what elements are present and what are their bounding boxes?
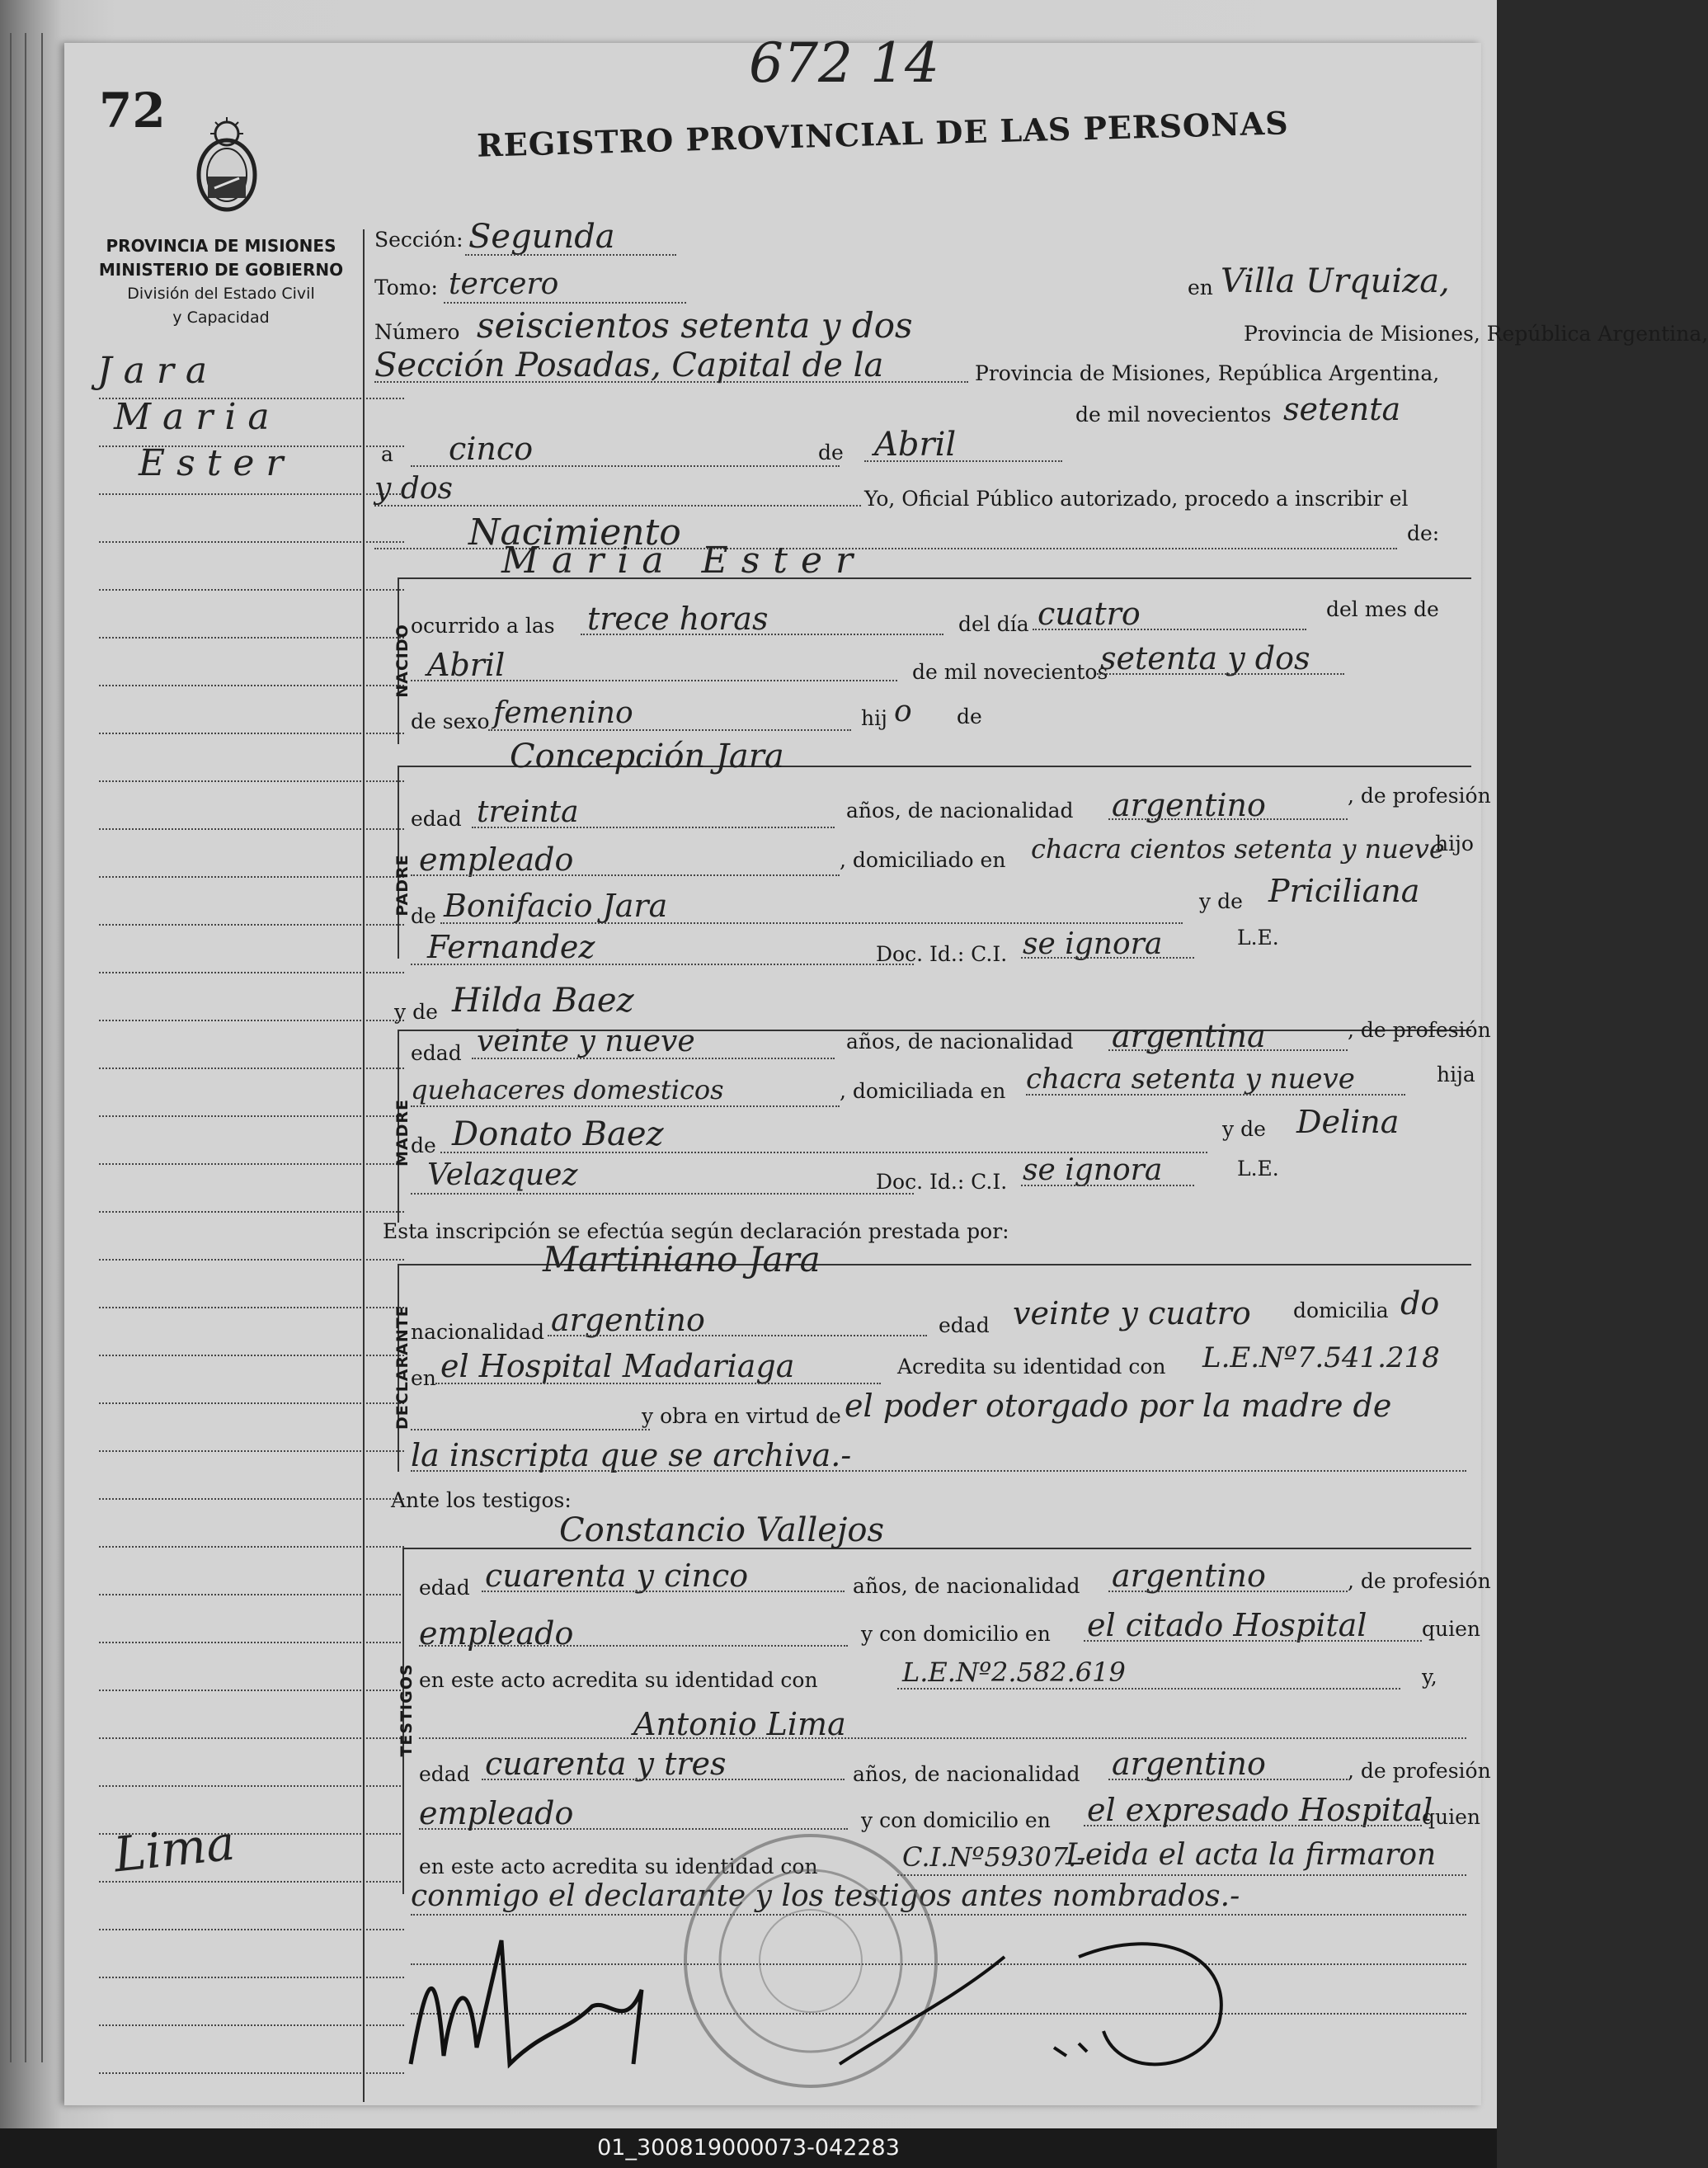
- margin-given-name: Ester: [139, 442, 295, 484]
- label-edad: edad: [419, 1762, 470, 1786]
- margin-rule: [99, 398, 404, 399]
- office-line: y Capacidad: [172, 309, 270, 327]
- margin-rule: [99, 1929, 404, 1930]
- margin-rule: [99, 1020, 404, 1021]
- label-sexo: de sexo: [411, 709, 490, 733]
- label-anios-nac: años, de nacionalidad: [853, 1574, 1080, 1598]
- label-edad-decl: edad: [939, 1313, 990, 1337]
- label-provincia: Provincia de Misiones, República Argentina,: [1244, 322, 1708, 346]
- margin-rule: [99, 1068, 404, 1069]
- value-decl-nombre: Martiniano Jara: [543, 1239, 821, 1280]
- margin-rule: [99, 924, 404, 926]
- label-domiciliada: , domiciliada en: [840, 1079, 1006, 1103]
- margin-signature: Lima: [111, 1814, 238, 1883]
- label-tomo: Tomo:: [374, 276, 438, 299]
- margin-rule: [99, 876, 404, 878]
- value-lugar: Villa Urquiza,: [1221, 262, 1450, 300]
- value-t2-dom: el expresado Hospital: [1087, 1792, 1433, 1828]
- value-seccion: Segunda: [468, 218, 615, 256]
- label-de-colon: de:: [1407, 521, 1440, 545]
- value-padre-padre: Bonifacio Jara: [444, 888, 668, 924]
- value-t1-dom: el citado Hospital: [1087, 1607, 1367, 1643]
- label-profesion: , de profesión: [1348, 1569, 1491, 1593]
- document-id-footer: 01_300819000073-042283: [0, 2128, 1497, 2168]
- label-y-de: y de: [1199, 889, 1243, 913]
- office-line: PROVINCIA DE MISIONES: [106, 236, 336, 256]
- margin-rule: [99, 1498, 404, 1500]
- value-t1-edad: cuarenta y cinco: [485, 1558, 749, 1594]
- label-de: de: [411, 1133, 436, 1157]
- value-nombre-nacido: Maria Ester: [501, 540, 867, 582]
- value-madre-nac: argentina: [1112, 1018, 1266, 1054]
- page-edge: [25, 33, 26, 2062]
- label-anios-nac: años, de nacionalidad: [853, 1762, 1080, 1786]
- margin-rule: [99, 1259, 404, 1261]
- value-mes: Abril: [874, 426, 957, 464]
- signatures-icon: [378, 1907, 1367, 2089]
- label-provincia: Provincia de Misiones, República Argentina,: [975, 361, 1440, 385]
- margin-rule: [99, 1163, 404, 1165]
- value-madre-madre: Delina: [1296, 1104, 1400, 1140]
- value-numero: seiscientos setenta y dos: [477, 305, 913, 346]
- margin-rule: [99, 1977, 404, 1978]
- margin-rule: [99, 780, 404, 782]
- value-madre-edad: veinte y nueve: [477, 1025, 695, 1058]
- value-decl-edad: veinte y cuatro: [1013, 1295, 1251, 1331]
- label-de-mil-2: de mil novecientos: [912, 660, 1108, 684]
- label-domiciliado: , domiciliado en: [840, 848, 1006, 872]
- value-padre-nac: argentino: [1112, 787, 1266, 823]
- label-acredita-acto: en este acto acredita su identidad con: [419, 1668, 818, 1692]
- margin-rule: [99, 1881, 404, 1883]
- value-padre-dom: chacra cientos setenta y nueve: [1031, 833, 1445, 865]
- value-madre-doc: se ignora: [1023, 1153, 1163, 1187]
- value-dia: cinco: [449, 431, 534, 467]
- margin-rule: [99, 1546, 404, 1548]
- label-ocurrido: ocurrido a las: [411, 614, 555, 638]
- label-quien: quien: [1422, 1617, 1480, 1641]
- label-hija: hija: [1437, 1063, 1475, 1086]
- margin-rule: [99, 589, 404, 591]
- margin-rule: [99, 1785, 404, 1787]
- value-anio-nac: setenta y dos: [1100, 640, 1310, 676]
- value-hij-suffix: o: [894, 695, 912, 728]
- label-yo-oficial: Yo, Oficial Público autorizado, procedo a inscribir el: [864, 487, 1409, 511]
- margin-rule: [99, 1211, 404, 1213]
- office-line: MINISTERIO DE GOBIERNO: [98, 260, 344, 280]
- value-decl-dom: do: [1400, 1285, 1440, 1322]
- label-anios-nac: años, de nacionalidad: [846, 1030, 1074, 1053]
- margin-rule: [99, 685, 404, 686]
- label-quien: quien: [1422, 1805, 1480, 1829]
- margin-rule: [99, 1402, 404, 1404]
- label-en-decl: en: [411, 1366, 436, 1390]
- office-line: División del Estado Civil: [127, 285, 315, 303]
- label-de: de: [957, 705, 982, 728]
- value-t1-nombre: Constancio Vallejos: [559, 1511, 884, 1549]
- label-en: en: [1188, 276, 1213, 299]
- label-profesion: , de profesión: [1348, 784, 1491, 808]
- value-mes-nac: Abril: [427, 647, 506, 683]
- value-decl-en: el Hospital Madariaga: [440, 1348, 795, 1384]
- value-closing-2: conmigo el declarante y los testigos antes nombrados.-: [411, 1879, 1240, 1913]
- label-con-domicilio: y con domicilio en: [861, 1622, 1051, 1646]
- value-t2-nombre: Antonio Lima: [633, 1706, 846, 1742]
- section-padre-label: PADRE: [393, 854, 412, 917]
- margin-rule: [99, 445, 404, 447]
- register-page: [64, 31, 1708, 2105]
- label-a: a: [381, 442, 393, 466]
- page-edge: [10, 33, 12, 2062]
- margin-surname: Jara: [97, 350, 219, 392]
- value-closing-1: Leida el acta la firmaron: [1066, 1838, 1437, 1872]
- section-declarante-label: DECLARANTE: [393, 1305, 412, 1430]
- value-madre-madre-2: Velazquez: [427, 1158, 578, 1192]
- label-obra-virtud: y obra en virtud de: [642, 1404, 841, 1428]
- label-esta-inscripcion: Esta inscripción se efectúa según declaración prestada por:: [383, 1219, 1009, 1243]
- label-acredita: Acredita su identidad con: [897, 1355, 1166, 1379]
- page-edge: [41, 33, 43, 2062]
- value-madre-prof: quehaceres domesticos: [411, 1074, 724, 1105]
- label-profesion: , de profesión: [1348, 1018, 1491, 1042]
- margin-rule: [99, 1594, 404, 1595]
- value-t2-nac: argentino: [1112, 1746, 1266, 1782]
- value-decl-nac: argentino: [551, 1302, 705, 1338]
- label-edad: edad: [411, 807, 462, 831]
- label-con-domicilio: y con domicilio en: [861, 1808, 1051, 1832]
- column-divider: [363, 229, 365, 2102]
- value-padre-prof: empleado: [419, 841, 574, 878]
- value-dia-nac: cuatro: [1038, 596, 1141, 632]
- value-t2-prof: empleado: [419, 1795, 574, 1831]
- page-title: REGISTRO PROVINCIAL DE LAS PERSONAS: [476, 104, 1290, 164]
- value-decl-virtud-2: la inscripta que se archiva.-: [411, 1437, 852, 1473]
- handwritten-act-number: 672 14: [749, 31, 939, 95]
- margin-rule: [99, 1355, 404, 1356]
- label-ante-testigos: Ante los testigos:: [391, 1488, 572, 1512]
- value-t1-nac: argentino: [1112, 1558, 1266, 1594]
- label-de: de: [818, 441, 844, 464]
- coat-of-arms-icon: [181, 115, 272, 214]
- value-sexo: femenino: [493, 696, 633, 730]
- value-padre-doc: se ignora: [1023, 927, 1163, 961]
- label-doc-id: Doc. Id.: C.I.: [876, 942, 1008, 966]
- value-acto: Nacimiento: [468, 511, 681, 554]
- margin-rule: [99, 828, 404, 830]
- label-seccion: Sección:: [374, 228, 463, 252]
- value-t2-doc: C.I.Nº59307.-: [902, 1841, 1086, 1873]
- issuing-office: [64, 234, 378, 330]
- label-y-de-madre: y de: [394, 1000, 438, 1024]
- section-testigos-label: TESTIGOS: [398, 1663, 416, 1757]
- section-madre-label: MADRE: [393, 1099, 412, 1166]
- value-padre-nombre: Concepción Jara: [510, 738, 784, 775]
- label-y-coma: y,: [1422, 1665, 1437, 1689]
- value-t1-prof: empleado: [419, 1615, 574, 1652]
- value-madre-padre: Donato Baez: [452, 1115, 664, 1153]
- label-de-mil: de mil novecientos: [1075, 403, 1272, 427]
- page-number: 72: [99, 82, 166, 139]
- label-domicilia: domicilia: [1293, 1298, 1389, 1322]
- value-padre-madre-2: Fernandez: [427, 929, 595, 965]
- label-del-dia: del día: [958, 612, 1029, 636]
- value-seccion-lugar: Sección Posadas, Capital de la: [374, 346, 884, 384]
- value-madre-dom: chacra setenta y nueve: [1026, 1063, 1355, 1096]
- margin-rule: [99, 972, 404, 973]
- value-padre-madre: Priciliana: [1268, 873, 1420, 909]
- label-profesion: , de profesión: [1348, 1759, 1491, 1783]
- label-acredita-acto: en este acto acredita su identidad con: [419, 1855, 818, 1878]
- margin-rule: [99, 493, 404, 495]
- label-le: L.E.: [1237, 926, 1279, 950]
- value-decl-doc: L.E.Nº7.541.218: [1202, 1341, 1440, 1374]
- value-tomo: tercero: [449, 267, 559, 301]
- label-edad: edad: [419, 1576, 470, 1600]
- label-anios-nac: años, de nacionalidad: [846, 799, 1074, 822]
- margin-rule: [99, 541, 404, 543]
- margin-rule: [99, 637, 404, 639]
- value-padre-edad: treinta: [477, 795, 579, 829]
- margin-rule: [99, 1642, 404, 1643]
- value-hora: trece horas: [587, 601, 769, 637]
- margin-rule: [99, 2072, 404, 2074]
- margin-rule: [99, 733, 404, 734]
- label-doc-id: Doc. Id.: C.I.: [876, 1170, 1008, 1194]
- label-le: L.E.: [1237, 1157, 1279, 1181]
- label-edad: edad: [411, 1041, 462, 1065]
- value-mil-nov-2: y dos: [374, 472, 453, 506]
- margin-given-name: Maria: [114, 396, 281, 438]
- label-hijo: hijo: [1435, 832, 1474, 855]
- value-decl-virtud: el poder otorgado por la madre de: [845, 1388, 1392, 1424]
- margin-rule: [99, 1307, 404, 1308]
- margin-rule: [99, 1737, 404, 1739]
- margin-rule: [99, 2024, 404, 2026]
- label-del-mes: del mes de: [1326, 597, 1439, 621]
- section-nacido-label: NACIDO: [393, 624, 412, 698]
- value-madre-nombre: Hilda Baez: [452, 982, 634, 1020]
- label-y-de: y de: [1222, 1117, 1266, 1141]
- margin-rule: [99, 1115, 404, 1117]
- label-de: de: [411, 904, 436, 928]
- margin-rule: [99, 1690, 404, 1691]
- label-nacionalidad: nacionalidad: [411, 1320, 544, 1344]
- label-hij: hij: [861, 706, 887, 730]
- value-t2-edad: cuarenta y tres: [485, 1746, 727, 1782]
- label-numero: Número: [374, 320, 460, 344]
- value-mil-nov: setenta: [1283, 391, 1401, 427]
- margin-rule: [99, 1450, 404, 1452]
- value-t1-doc: L.E.Nº2.582.619: [902, 1657, 1126, 1688]
